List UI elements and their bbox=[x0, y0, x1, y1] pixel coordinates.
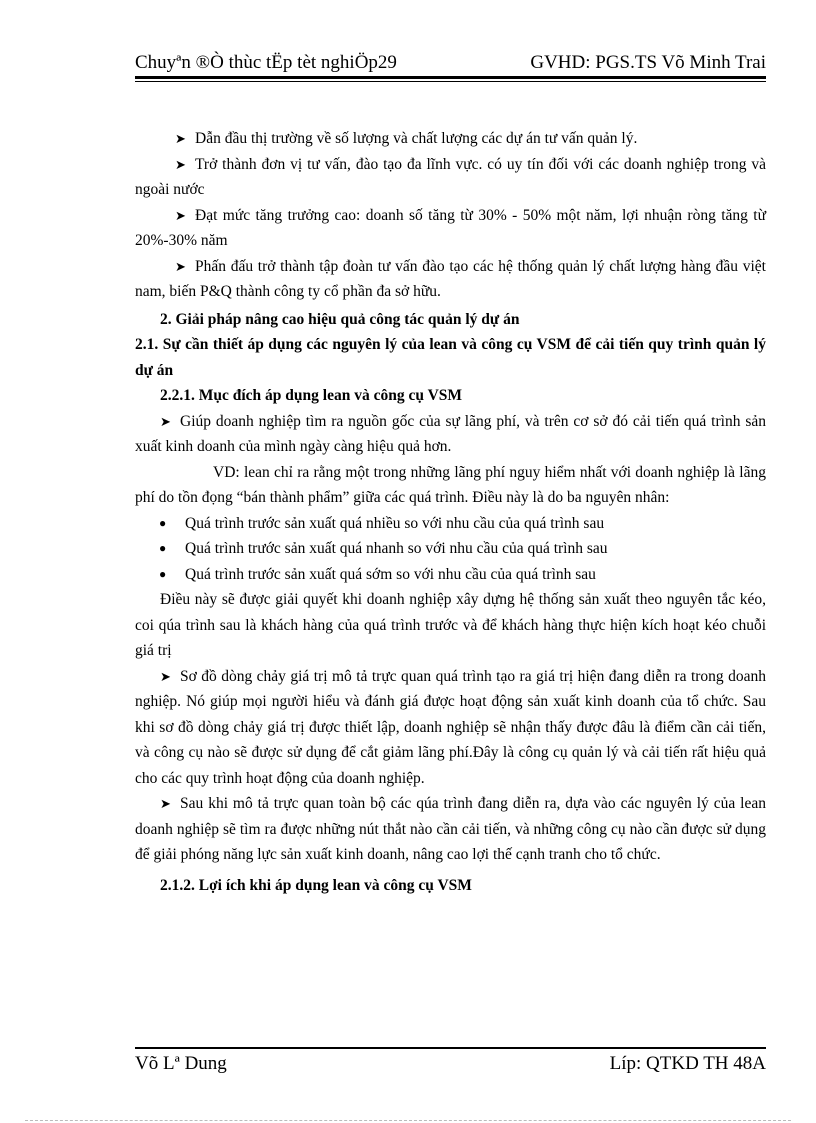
header-title: Chuyªn ®Ò thùc tËp tèt nghiÖp29 bbox=[135, 52, 397, 73]
subsection-heading: 2.1. Sự cần thiết áp dụng các nguyên lý của lean và công cụ VSM để cải tiến quy trình quản lý dự án bbox=[135, 336, 766, 379]
arrow-bullet-icon: ➤ bbox=[175, 258, 186, 274]
goal-paragraph: ➤ Dẫn đầu thị trường về số lượng và chất lượng các dự án tư vấn quản lý. bbox=[135, 126, 766, 152]
section-heading: 2. Giải pháp nâng cao hiệu quả công tác quản lý dự án bbox=[160, 310, 520, 328]
page-body bbox=[135, 126, 766, 898]
subsubsection-heading: 2.2.1. Mục đích áp dụng lean và công cụ VSM bbox=[160, 387, 463, 404]
footer-author: Võ Lª Dung bbox=[135, 1053, 227, 1074]
round-bullet-icon: ● bbox=[159, 515, 167, 530]
footer-class: Líp: QTKD TH 48A bbox=[609, 1053, 766, 1074]
header-supervisor: GVHD: PGS.TS Võ Minh Trai bbox=[530, 52, 766, 73]
arrow-bullet-icon: ➤ bbox=[160, 668, 171, 684]
goal-paragraph: ➤ Phấn đấu trở thành tập đoàn tư vấn đào tạo các hệ thống quản lý chất lượng hàng đầu việt nam, biến P&Q thành công ty cổ phần đa sở hữu. bbox=[135, 254, 766, 305]
list-item: ● Quá trình trước sản xuất quá nhanh so với nhu cầu của quá trình sau bbox=[135, 536, 766, 562]
page-footer bbox=[135, 1053, 766, 1075]
arrow-bullet-icon: ➤ bbox=[175, 207, 186, 223]
goal-paragraph: ➤ Trở thành đơn vị tư vấn, đào tạo đa lĩnh vực. có uy tín đối với các doanh nghiệp trong và ngoài nước bbox=[135, 152, 766, 203]
arrow-bullet-icon: ➤ bbox=[160, 413, 171, 429]
header-rule-thin bbox=[135, 81, 766, 82]
list-item: ● Quá trình trước sản xuất quá nhiều so với nhu cầu của quá trình sau bbox=[135, 511, 766, 537]
round-bullet-icon: ● bbox=[159, 566, 167, 581]
example-paragraph: VD: lean chỉ ra rằng một trong những lãng phí nguy hiểm nhất với doanh nghiệp là lãng phí do tồn đọng “bán thành phẩm” giữa các quá trình. Điều này là do ba nguyên nhân: bbox=[135, 463, 766, 506]
goal-paragraph: ➤ Đạt mức tăng trưởng cao: doanh số tăng từ 30% - 50% một năm, lợi nhuận ròng tăng từ 20%-30% năm bbox=[135, 203, 766, 254]
arrow-bullet-icon: ➤ bbox=[175, 156, 186, 172]
arrow-bullet-icon: ➤ bbox=[175, 131, 186, 146]
header-rule bbox=[135, 76, 766, 79]
page-edge bbox=[25, 1120, 791, 1121]
footer-rule bbox=[135, 1047, 766, 1049]
causes-list bbox=[135, 511, 766, 588]
after-paragraph: ➤ Sau khi mô tả trực quan toàn bộ các qúa trình đang diễn ra, dựa vào các nguyên lý của lean doanh nghiệp sẽ tìm ra được những nút thắt nào cần cải tiến, và những công cụ nào cần được sử dụng để giải phóng năng lực sản xuất kinh doanh, nâng cao lợi thế cạnh tranh cho tổ chức. bbox=[135, 791, 766, 868]
purpose-paragraph: ➤ Giúp doanh nghiệp tìm ra nguồn gốc của sự lãng phí, và trên cơ sở đó cải tiến quá trình sản xuất kinh doanh của mình ngày càng hiệu quả hơn. bbox=[135, 409, 766, 460]
round-bullet-icon: ● bbox=[159, 541, 167, 555]
page-header bbox=[135, 50, 766, 74]
arrow-bullet-icon: ➤ bbox=[160, 796, 171, 811]
resolution-paragraph: Điều này sẽ được giải quyết khi doanh nghiệp xây dựng hệ thống sản xuất theo nguyên tắc kéo, coi qúa trình sau là khách hàng của quá trình trước và để khách hàng thực hiện kích hoạt kéo chuỗi giá trị bbox=[135, 591, 766, 659]
list-item: ● Quá trình trước sản xuất quá sớm so với nhu cầu của quá trình sau bbox=[135, 562, 766, 588]
vsm-paragraph: ➤ Sơ đồ dòng chảy giá trị mô tả trực quan quá trình tạo ra giá trị hiện đang diễn ra trong doanh nghiệp. Nó giúp mọi người hiểu và đánh giá được hoạt động sản xuất kinh doanh của tổ chức. Sau khi sơ đồ dòng chảy giá trị được thiết lập, doanh nghiệp sẽ nhận thấy được đâu là điểm cần cải tiến, và công cụ nào sẽ được sử dụng để cắt giảm lãng phí.Đây là công cụ quản lý và cải tiến rất hiệu quả cho các quy trình hoạt động của doanh nghiệp. bbox=[135, 664, 766, 792]
subsubsection-heading: 2.1.2. Lợi ích khi áp dụng lean và công cụ VSM bbox=[160, 876, 472, 894]
